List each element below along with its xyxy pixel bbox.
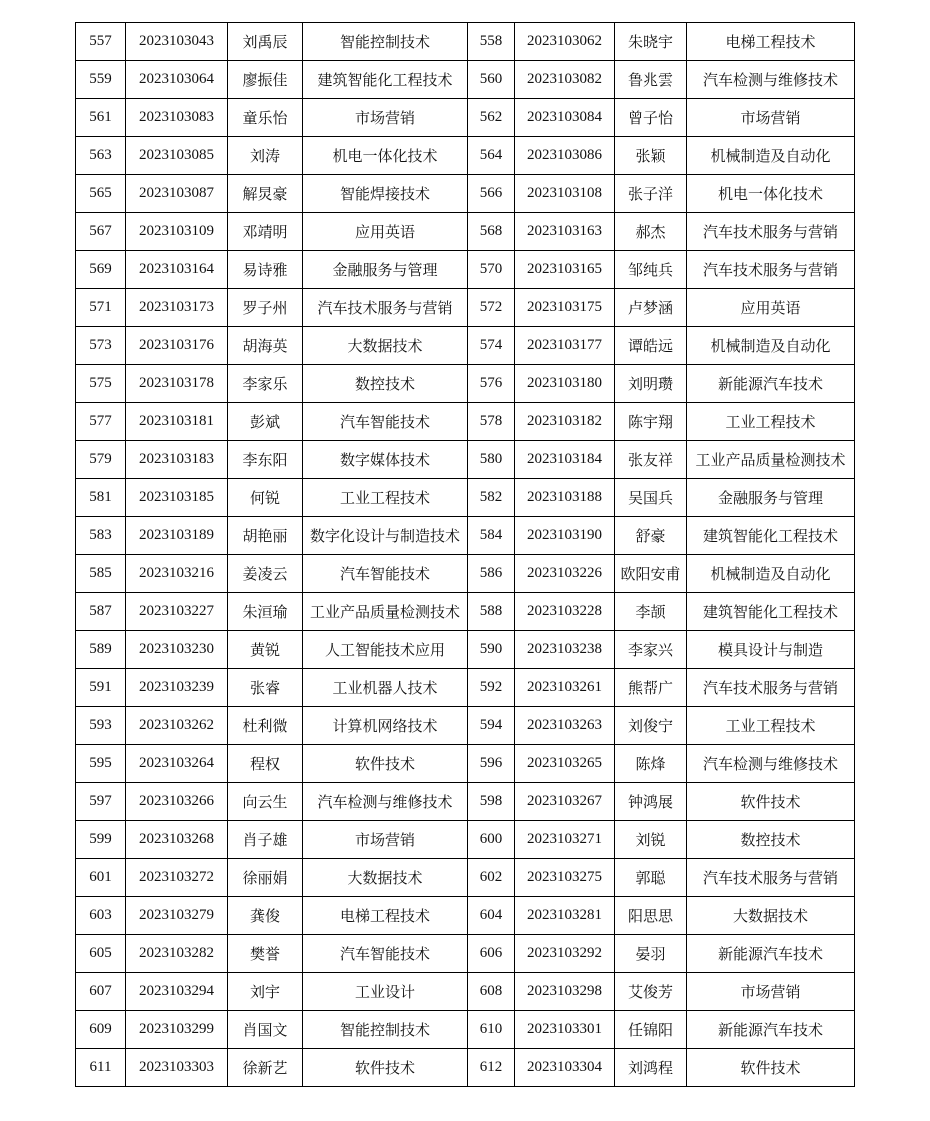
student-id-cell: 2023103190 [515, 517, 615, 555]
student-list-page [75, 22, 855, 1087]
major-cell: 汽车技术服务与营销 [687, 251, 855, 289]
student-id-cell: 2023103084 [515, 99, 615, 137]
student-id-cell: 2023103086 [515, 137, 615, 175]
student-id-cell: 2023103183 [126, 441, 228, 479]
serial-number-cell: 589 [76, 631, 126, 669]
major-cell: 汽车技术服务与营销 [303, 289, 468, 327]
student-id-cell: 2023103087 [126, 175, 228, 213]
student-id-cell: 2023103173 [126, 289, 228, 327]
student-name-cell: 张子洋 [615, 175, 687, 213]
major-cell: 机械制造及自动化 [687, 137, 855, 175]
major-cell: 电梯工程技术 [687, 23, 855, 61]
serial-number-cell: 576 [468, 365, 515, 403]
table-row [76, 935, 855, 973]
student-name-cell: 刘鸿程 [615, 1049, 687, 1087]
student-name-cell: 欧阳安甫 [615, 555, 687, 593]
student-id-cell: 2023103177 [515, 327, 615, 365]
serial-number-cell: 596 [468, 745, 515, 783]
major-cell: 工业工程技术 [303, 479, 468, 517]
student-name-cell: 邹纯兵 [615, 251, 687, 289]
student-id-cell: 2023103064 [126, 61, 228, 99]
student-id-cell: 2023103268 [126, 821, 228, 859]
serial-number-cell: 602 [468, 859, 515, 897]
table-row [76, 441, 855, 479]
student-id-cell: 2023103228 [515, 593, 615, 631]
major-cell: 新能源汽车技术 [687, 935, 855, 973]
major-cell: 软件技术 [303, 1049, 468, 1087]
serial-number-cell: 611 [76, 1049, 126, 1087]
student-name-cell: 陈宇翔 [615, 403, 687, 441]
student-id-cell: 2023103239 [126, 669, 228, 707]
table-row [76, 669, 855, 707]
student-name-cell: 黄锐 [228, 631, 303, 669]
student-name-cell: 张颖 [615, 137, 687, 175]
student-name-cell: 吴国兵 [615, 479, 687, 517]
major-cell: 数控技术 [687, 821, 855, 859]
serial-number-cell: 563 [76, 137, 126, 175]
student-name-cell: 阳思思 [615, 897, 687, 935]
major-cell: 汽车技术服务与营销 [687, 859, 855, 897]
serial-number-cell: 592 [468, 669, 515, 707]
major-cell: 建筑智能化工程技术 [687, 517, 855, 555]
student-name-cell: 解炅豪 [228, 175, 303, 213]
student-table-body [76, 23, 855, 1087]
major-cell: 工业工程技术 [687, 707, 855, 745]
table-row [76, 289, 855, 327]
table-row [76, 859, 855, 897]
serial-number-cell: 567 [76, 213, 126, 251]
table-row [76, 251, 855, 289]
student-id-cell: 2023103230 [126, 631, 228, 669]
table-row [76, 175, 855, 213]
serial-number-cell: 565 [76, 175, 126, 213]
serial-number-cell: 594 [468, 707, 515, 745]
student-name-cell: 胡艳丽 [228, 517, 303, 555]
student-name-cell: 艾俊芳 [615, 973, 687, 1011]
major-cell: 大数据技术 [303, 859, 468, 897]
student-name-cell: 晏羽 [615, 935, 687, 973]
student-name-cell: 刘宇 [228, 973, 303, 1011]
student-name-cell: 李家乐 [228, 365, 303, 403]
student-name-cell: 廖振佳 [228, 61, 303, 99]
table-row [76, 213, 855, 251]
major-cell: 大数据技术 [303, 327, 468, 365]
student-id-cell: 2023103226 [515, 555, 615, 593]
serial-number-cell: 598 [468, 783, 515, 821]
major-cell: 智能控制技术 [303, 23, 468, 61]
major-cell: 数控技术 [303, 365, 468, 403]
student-name-cell: 李东阳 [228, 441, 303, 479]
serial-number-cell: 564 [468, 137, 515, 175]
major-cell: 工业设计 [303, 973, 468, 1011]
student-id-cell: 2023103298 [515, 973, 615, 1011]
major-cell: 计算机网络技术 [303, 707, 468, 745]
student-id-cell: 2023103263 [515, 707, 615, 745]
serial-number-cell: 562 [468, 99, 515, 137]
table-row [76, 555, 855, 593]
student-id-cell: 2023103294 [126, 973, 228, 1011]
student-id-cell: 2023103164 [126, 251, 228, 289]
student-id-cell: 2023103279 [126, 897, 228, 935]
table-row [76, 783, 855, 821]
student-id-cell: 2023103165 [515, 251, 615, 289]
serial-number-cell: 595 [76, 745, 126, 783]
table-row [76, 517, 855, 555]
serial-number-cell: 559 [76, 61, 126, 99]
serial-number-cell: 590 [468, 631, 515, 669]
student-id-cell: 2023103282 [126, 935, 228, 973]
student-name-cell: 程权 [228, 745, 303, 783]
major-cell: 应用英语 [303, 213, 468, 251]
major-cell: 智能焊接技术 [303, 175, 468, 213]
student-id-cell: 2023103178 [126, 365, 228, 403]
table-row [76, 479, 855, 517]
student-id-cell: 2023103292 [515, 935, 615, 973]
table-row [76, 631, 855, 669]
student-id-cell: 2023103301 [515, 1011, 615, 1049]
student-name-cell: 刘锐 [615, 821, 687, 859]
student-name-cell: 谭皓远 [615, 327, 687, 365]
table-row [76, 973, 855, 1011]
table-row [76, 1049, 855, 1087]
student-name-cell: 樊誉 [228, 935, 303, 973]
student-id-cell: 2023103083 [126, 99, 228, 137]
serial-number-cell: 609 [76, 1011, 126, 1049]
student-id-cell: 2023103266 [126, 783, 228, 821]
student-id-cell: 2023103082 [515, 61, 615, 99]
student-id-cell: 2023103267 [515, 783, 615, 821]
student-name-cell: 肖国文 [228, 1011, 303, 1049]
student-id-cell: 2023103182 [515, 403, 615, 441]
student-name-cell: 李颉 [615, 593, 687, 631]
serial-number-cell: 571 [76, 289, 126, 327]
student-id-cell: 2023103303 [126, 1049, 228, 1087]
student-id-cell: 2023103188 [515, 479, 615, 517]
student-id-cell: 2023103185 [126, 479, 228, 517]
major-cell: 市场营销 [303, 821, 468, 859]
major-cell: 工业产品质量检测技术 [687, 441, 855, 479]
serial-number-cell: 568 [468, 213, 515, 251]
major-cell: 建筑智能化工程技术 [303, 61, 468, 99]
student-name-cell: 罗子州 [228, 289, 303, 327]
student-id-cell: 2023103261 [515, 669, 615, 707]
student-name-cell: 朱洹瑜 [228, 593, 303, 631]
serial-number-cell: 599 [76, 821, 126, 859]
student-id-cell: 2023103062 [515, 23, 615, 61]
major-cell: 工业机器人技术 [303, 669, 468, 707]
student-id-cell: 2023103304 [515, 1049, 615, 1087]
student-name-cell: 胡海英 [228, 327, 303, 365]
major-cell: 智能控制技术 [303, 1011, 468, 1049]
serial-number-cell: 582 [468, 479, 515, 517]
major-cell: 大数据技术 [687, 897, 855, 935]
student-id-cell: 2023103262 [126, 707, 228, 745]
student-id-cell: 2023103216 [126, 555, 228, 593]
serial-number-cell: 558 [468, 23, 515, 61]
student-name-cell: 肖子雄 [228, 821, 303, 859]
serial-number-cell: 580 [468, 441, 515, 479]
student-table [75, 22, 855, 1087]
student-name-cell: 邓靖明 [228, 213, 303, 251]
serial-number-cell: 603 [76, 897, 126, 935]
serial-number-cell: 606 [468, 935, 515, 973]
table-row [76, 327, 855, 365]
student-name-cell: 刘明瓒 [615, 365, 687, 403]
serial-number-cell: 600 [468, 821, 515, 859]
major-cell: 建筑智能化工程技术 [687, 593, 855, 631]
serial-number-cell: 593 [76, 707, 126, 745]
major-cell: 市场营销 [687, 973, 855, 1011]
table-row [76, 707, 855, 745]
table-row [76, 593, 855, 631]
major-cell: 数字化设计与制造技术 [303, 517, 468, 555]
major-cell: 汽车检测与维修技术 [303, 783, 468, 821]
student-name-cell: 刘涛 [228, 137, 303, 175]
major-cell: 电梯工程技术 [303, 897, 468, 935]
serial-number-cell: 604 [468, 897, 515, 935]
serial-number-cell: 612 [468, 1049, 515, 1087]
table-row [76, 403, 855, 441]
serial-number-cell: 586 [468, 555, 515, 593]
major-cell: 金融服务与管理 [303, 251, 468, 289]
major-cell: 市场营销 [303, 99, 468, 137]
student-name-cell: 郝杰 [615, 213, 687, 251]
major-cell: 汽车技术服务与营销 [687, 213, 855, 251]
major-cell: 机械制造及自动化 [687, 555, 855, 593]
major-cell: 应用英语 [687, 289, 855, 327]
student-id-cell: 2023103272 [126, 859, 228, 897]
serial-number-cell: 607 [76, 973, 126, 1011]
major-cell: 机电一体化技术 [687, 175, 855, 213]
student-name-cell: 朱晓宇 [615, 23, 687, 61]
table-row [76, 365, 855, 403]
student-id-cell: 2023103109 [126, 213, 228, 251]
table-row [76, 137, 855, 175]
serial-number-cell: 577 [76, 403, 126, 441]
student-name-cell: 向云生 [228, 783, 303, 821]
serial-number-cell: 560 [468, 61, 515, 99]
student-id-cell: 2023103271 [515, 821, 615, 859]
student-id-cell: 2023103108 [515, 175, 615, 213]
major-cell: 新能源汽车技术 [687, 365, 855, 403]
student-name-cell: 熊帮广 [615, 669, 687, 707]
serial-number-cell: 574 [468, 327, 515, 365]
table-row [76, 821, 855, 859]
serial-number-cell: 587 [76, 593, 126, 631]
student-id-cell: 2023103275 [515, 859, 615, 897]
major-cell: 市场营销 [687, 99, 855, 137]
student-id-cell: 2023103043 [126, 23, 228, 61]
major-cell: 机电一体化技术 [303, 137, 468, 175]
student-name-cell: 易诗雅 [228, 251, 303, 289]
student-name-cell: 任锦阳 [615, 1011, 687, 1049]
major-cell: 工业产品质量检测技术 [303, 593, 468, 631]
student-name-cell: 龚俊 [228, 897, 303, 935]
major-cell: 新能源汽车技术 [687, 1011, 855, 1049]
student-name-cell: 卢梦涵 [615, 289, 687, 327]
serial-number-cell: 583 [76, 517, 126, 555]
student-id-cell: 2023103163 [515, 213, 615, 251]
table-row [76, 99, 855, 137]
table-row [76, 897, 855, 935]
student-name-cell: 舒豪 [615, 517, 687, 555]
serial-number-cell: 570 [468, 251, 515, 289]
major-cell: 汽车智能技术 [303, 935, 468, 973]
major-cell: 数字媒体技术 [303, 441, 468, 479]
student-name-cell: 钟鸿展 [615, 783, 687, 821]
serial-number-cell: 566 [468, 175, 515, 213]
major-cell: 金融服务与管理 [687, 479, 855, 517]
major-cell: 人工智能技术应用 [303, 631, 468, 669]
student-name-cell: 郭聪 [615, 859, 687, 897]
student-name-cell: 刘俊宁 [615, 707, 687, 745]
student-id-cell: 2023103238 [515, 631, 615, 669]
major-cell: 汽车检测与维修技术 [687, 745, 855, 783]
student-id-cell: 2023103180 [515, 365, 615, 403]
major-cell: 工业工程技术 [687, 403, 855, 441]
major-cell: 汽车智能技术 [303, 555, 468, 593]
table-row [76, 23, 855, 61]
serial-number-cell: 573 [76, 327, 126, 365]
student-name-cell: 张友祥 [615, 441, 687, 479]
student-id-cell: 2023103176 [126, 327, 228, 365]
serial-number-cell: 575 [76, 365, 126, 403]
student-id-cell: 2023103085 [126, 137, 228, 175]
serial-number-cell: 584 [468, 517, 515, 555]
serial-number-cell: 578 [468, 403, 515, 441]
serial-number-cell: 601 [76, 859, 126, 897]
major-cell: 软件技术 [687, 783, 855, 821]
student-id-cell: 2023103175 [515, 289, 615, 327]
table-row [76, 745, 855, 783]
serial-number-cell: 605 [76, 935, 126, 973]
student-name-cell: 姜凌云 [228, 555, 303, 593]
student-name-cell: 彭斌 [228, 403, 303, 441]
student-id-cell: 2023103264 [126, 745, 228, 783]
student-id-cell: 2023103281 [515, 897, 615, 935]
serial-number-cell: 591 [76, 669, 126, 707]
serial-number-cell: 557 [76, 23, 126, 61]
student-name-cell: 杜利微 [228, 707, 303, 745]
major-cell: 汽车检测与维修技术 [687, 61, 855, 99]
student-name-cell: 陈烽 [615, 745, 687, 783]
major-cell: 机械制造及自动化 [687, 327, 855, 365]
table-row [76, 1011, 855, 1049]
student-name-cell: 徐新艺 [228, 1049, 303, 1087]
student-name-cell: 曾子怡 [615, 99, 687, 137]
student-id-cell: 2023103299 [126, 1011, 228, 1049]
student-name-cell: 刘禹辰 [228, 23, 303, 61]
serial-number-cell: 581 [76, 479, 126, 517]
serial-number-cell: 585 [76, 555, 126, 593]
major-cell: 软件技术 [303, 745, 468, 783]
serial-number-cell: 597 [76, 783, 126, 821]
major-cell: 汽车智能技术 [303, 403, 468, 441]
student-id-cell: 2023103184 [515, 441, 615, 479]
table-row [76, 61, 855, 99]
serial-number-cell: 561 [76, 99, 126, 137]
major-cell: 模具设计与制造 [687, 631, 855, 669]
student-id-cell: 2023103227 [126, 593, 228, 631]
serial-number-cell: 588 [468, 593, 515, 631]
student-id-cell: 2023103265 [515, 745, 615, 783]
student-name-cell: 李家兴 [615, 631, 687, 669]
student-name-cell: 何锐 [228, 479, 303, 517]
serial-number-cell: 610 [468, 1011, 515, 1049]
major-cell: 软件技术 [687, 1049, 855, 1087]
student-name-cell: 鲁兆雲 [615, 61, 687, 99]
serial-number-cell: 572 [468, 289, 515, 327]
student-name-cell: 张睿 [228, 669, 303, 707]
student-id-cell: 2023103181 [126, 403, 228, 441]
major-cell: 汽车技术服务与营销 [687, 669, 855, 707]
student-name-cell: 童乐怡 [228, 99, 303, 137]
serial-number-cell: 579 [76, 441, 126, 479]
serial-number-cell: 608 [468, 973, 515, 1011]
student-name-cell: 徐丽娟 [228, 859, 303, 897]
serial-number-cell: 569 [76, 251, 126, 289]
student-id-cell: 2023103189 [126, 517, 228, 555]
